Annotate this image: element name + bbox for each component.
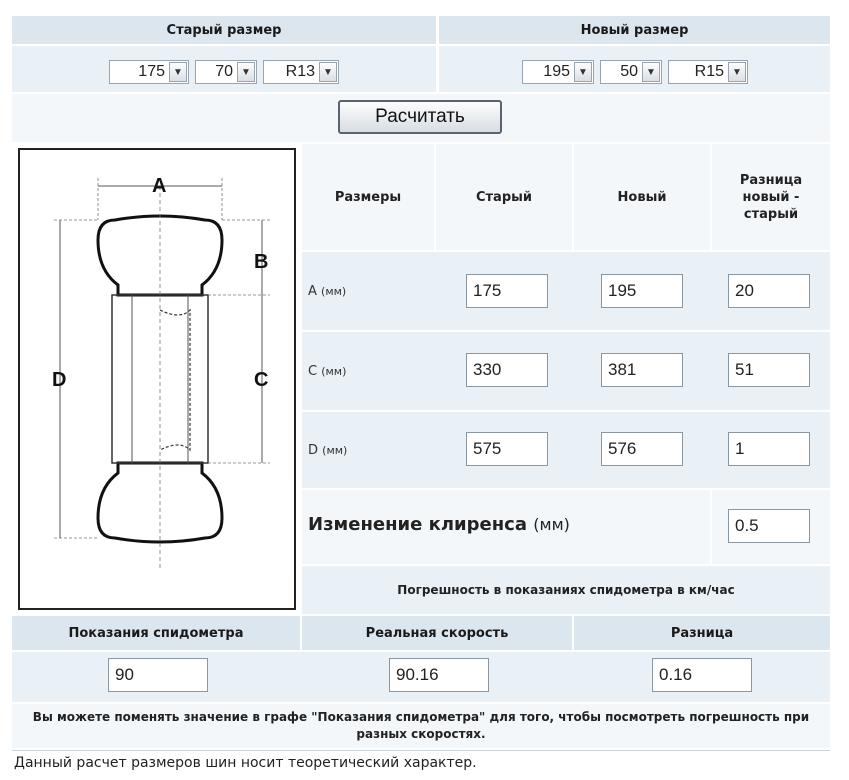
tire-calculator — [12, 16, 830, 776]
row-d-label: D (мм) — [308, 443, 348, 458]
chevron-down-icon: ▼ — [237, 62, 255, 82]
col-sizes-header: Размеры — [302, 144, 434, 250]
calculate-button[interactable]: Расчитать — [338, 100, 502, 134]
old-size-header: Старый размер — [12, 16, 436, 44]
chevron-down-icon: ▼ — [319, 62, 337, 82]
col-new-header: Новый — [574, 144, 710, 250]
col-speed-diff-header: Разница — [574, 616, 830, 650]
dimension-label-c: C — [254, 369, 269, 391]
tire-diagram — [18, 148, 296, 610]
new-width-select[interactable]: 195 ▼ — [522, 60, 594, 84]
chevron-down-icon: ▼ — [642, 62, 660, 82]
speedometer-error-title: Погрешность в показаниях спидометра в км/час — [302, 566, 830, 614]
new-size-header: Новый размер — [439, 16, 830, 44]
col-reading-header: Показания спидометра — [12, 616, 300, 650]
new-profile-select[interactable]: 50 ▼ — [600, 60, 662, 84]
chevron-down-icon: ▼ — [169, 62, 187, 82]
dimension-label-d: D — [52, 369, 67, 391]
tire-diagram-svg — [20, 150, 294, 608]
row-a-old-input[interactable]: 175 — [466, 274, 548, 308]
row-c-old-input[interactable]: 330 — [466, 353, 548, 387]
row-c-label: C (мм) — [308, 364, 347, 379]
hint-text: Вы можете поменять значение в графе "Показания спидометра" для того, чтобы посмотреть погрешность при разных скоростях. — [12, 704, 830, 748]
clearance-label: Изменение клиренса (мм) — [308, 514, 570, 535]
dimension-label-b: B — [254, 251, 269, 273]
new-rim-select[interactable]: R15 ▼ — [668, 60, 748, 84]
old-width-select[interactable]: 175 ▼ — [109, 60, 189, 84]
row-a-new-input[interactable]: 195 — [601, 274, 683, 308]
speed-diff-input[interactable]: 0.16 — [652, 658, 752, 692]
old-rim-select[interactable]: R13 ▼ — [263, 60, 339, 84]
row-a-label: A (мм) — [308, 284, 347, 299]
clearance-input[interactable]: 0.5 — [728, 509, 810, 543]
row-d-old-input[interactable]: 575 — [466, 432, 548, 466]
row-d-new-input[interactable]: 576 — [601, 432, 683, 466]
row-d-diff-input[interactable]: 1 — [728, 432, 810, 466]
chevron-down-icon: ▼ — [574, 62, 592, 82]
row-a-diff-input[interactable]: 20 — [728, 274, 810, 308]
row-c-diff-input[interactable]: 51 — [728, 353, 810, 387]
row-c-new-input[interactable]: 381 — [601, 353, 683, 387]
old-profile-select[interactable]: 70 ▼ — [195, 60, 257, 84]
speedometer-reading-input[interactable]: 90 — [108, 658, 208, 692]
real-speed-input[interactable]: 90.16 — [389, 658, 489, 692]
col-old-header: Старый — [436, 144, 572, 250]
col-diff-header: Разница новый - старый — [712, 144, 830, 250]
col-real-header: Реальная скорость — [302, 616, 572, 650]
chevron-down-icon: ▼ — [728, 62, 746, 82]
disclaimer-note: Данный расчет размеров шин носит теоретический характер. — [12, 750, 830, 780]
dimension-label-a: A — [152, 175, 167, 197]
